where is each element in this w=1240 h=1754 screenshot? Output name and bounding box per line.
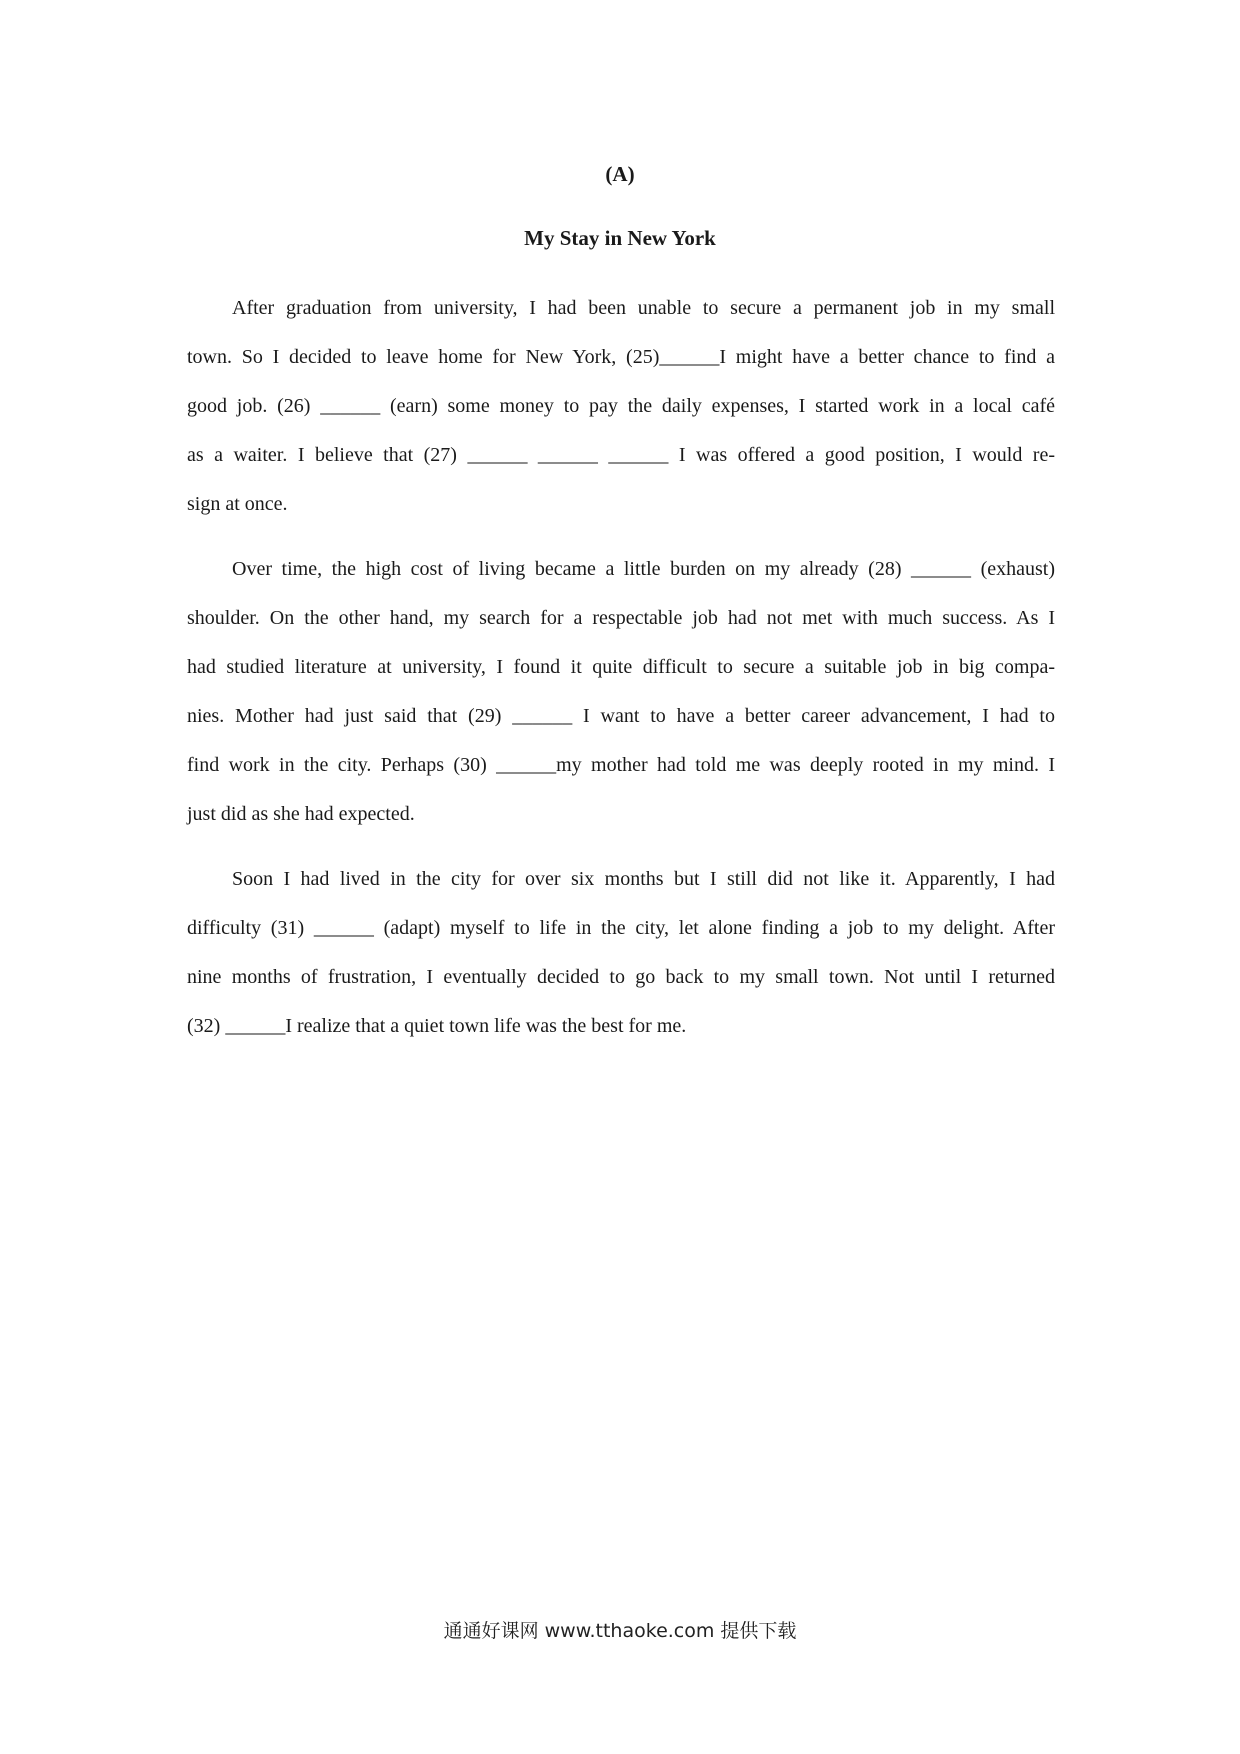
passage-body — [187, 284, 1055, 1067]
paragraph-line: find work in the city. Perhaps (30) ______my mother had told me was deeply rooted in my mind. I — [187, 754, 1055, 776]
paragraph-line: had studied literature at university, I found it quite difficult to secure a suitable job in big compa- — [187, 656, 1055, 678]
paragraph-1 — [187, 284, 1055, 529]
paragraph-line: just did as she had expected. — [187, 803, 415, 825]
paragraph-line: (32) ______I realize that a quiet town life was the best for me. — [187, 1015, 687, 1037]
paragraph-line: Over time, the high cost of living became a little burden on my already (28) ______ (exhaust) — [232, 558, 1055, 580]
paragraph-line: difficulty (31) ______ (adapt) myself to life in the city, let alone finding a job to my delight. After — [187, 917, 1055, 939]
paragraph-line: nies. Mother had just said that (29) ______ I want to have a better career advancement, I had to — [187, 705, 1055, 727]
paragraph-line: After graduation from university, I had been unable to secure a permanent job in my small — [232, 297, 1055, 319]
section-label: (A) — [605, 162, 635, 186]
paragraph-line: shoulder. On the other hand, my search for a respectable job had not met with much success. As I — [187, 607, 1055, 629]
paragraph-line: nine months of frustration, I eventually decided to go back to my small town. Not until I returned — [187, 966, 1055, 988]
paragraph-3 — [187, 855, 1055, 1051]
footer-watermark-text: 通通好课网 www.tthaoke.com 提供下载 — [443, 1620, 797, 1642]
paragraph-line: Soon I had lived in the city for over six months but I still did not like it. Apparently, I had — [232, 868, 1055, 890]
paragraph-line: as a waiter. I believe that (27) ______ ______ ______ I was offered a good position, I would re- — [187, 444, 1055, 466]
paragraph-line: sign at once. — [187, 493, 288, 515]
paragraph-2 — [187, 545, 1055, 839]
paragraph-line: good job. (26) ______ (earn) some money to pay the daily expenses, I started work in a local café — [187, 395, 1055, 417]
document-title: My Stay in New York — [524, 226, 716, 250]
paragraph-line: town. So I decided to leave home for New York, (25)______I might have a better chance to find a — [187, 346, 1055, 368]
